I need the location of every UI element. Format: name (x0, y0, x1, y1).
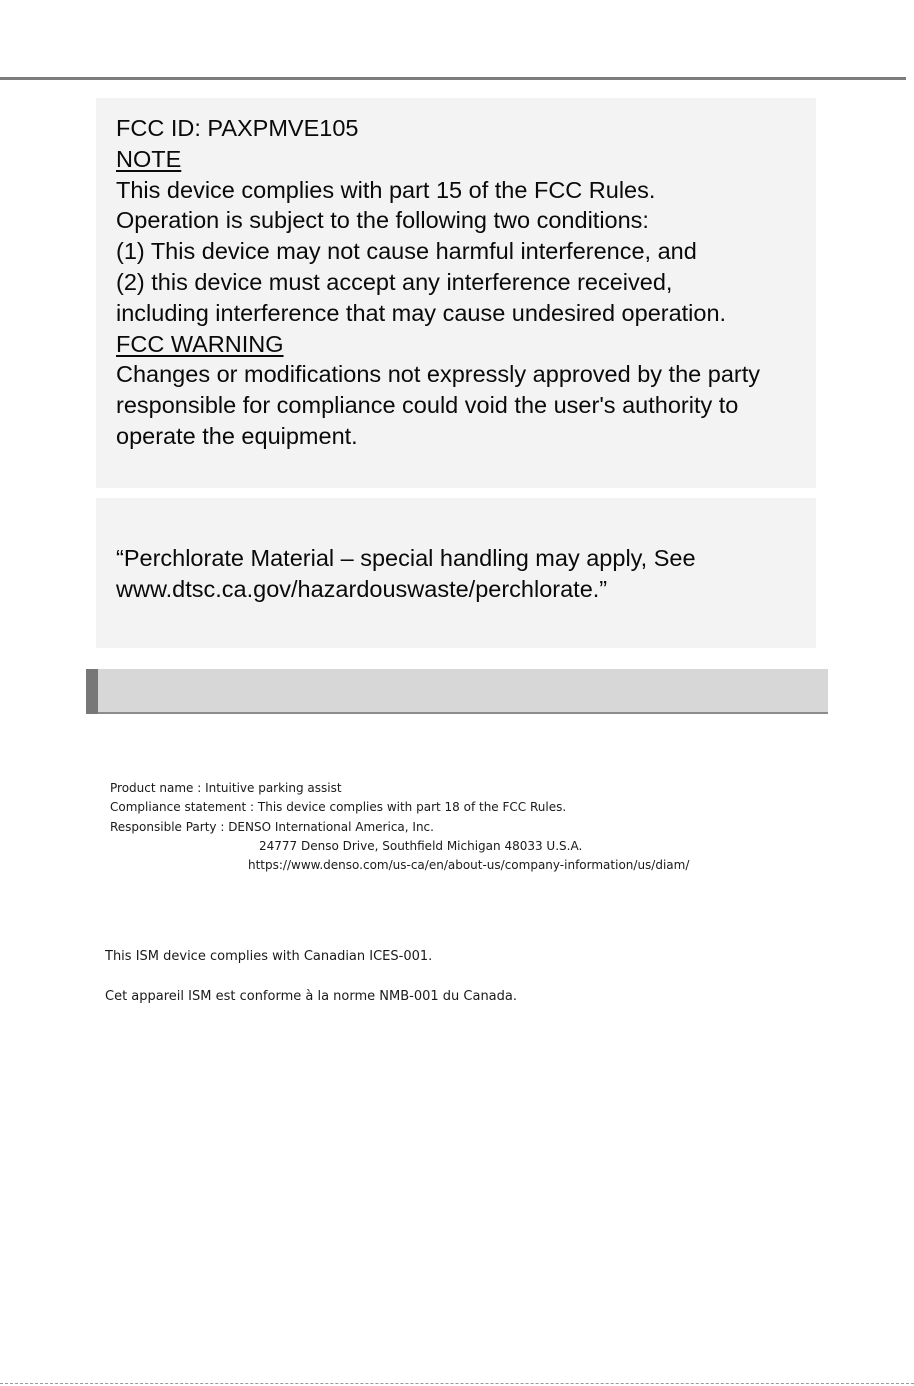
section-header-bar (86, 669, 828, 714)
warning-line: Changes or modifications not expressly approved by the party (116, 361, 760, 388)
product-name: Product name : Intuitive parking assist (110, 781, 342, 795)
top-divider (0, 77, 906, 80)
warning-line: operate the equipment. (116, 422, 358, 449)
responsible-party-url: https://www.denso.com/us-ca/en/about-us/company-information/us/diam/ (248, 858, 690, 872)
note-line: (2) this device must accept any interference received, (116, 268, 673, 295)
note-line: (1) This device may not cause harmful interference, and (116, 238, 697, 265)
perchlorate-line: www.dtsc.ca.gov/hazardouswaste/perchlorate.” (116, 576, 608, 602)
responsible-party-address: 24777 Denso Drive, Southfield Michigan 48033 U.S.A. (259, 839, 583, 853)
fcc-id: FCC ID: PAXPMVE105 (116, 115, 359, 141)
responsible-party: Responsible Party : DENSO International America, Inc. (110, 819, 434, 834)
warning-heading: FCC WARNING (116, 330, 284, 357)
nmb-statement: Cet appareil ISM est conforme à la norme NMB-001 du Canada. (105, 989, 518, 1004)
warning-line: responsible for compliance could void the user's authority to (116, 392, 739, 419)
bottom-divider (0, 1383, 914, 1384)
fcc-label-text (116, 113, 816, 452)
compliance-statement: Compliance statement : This device complies with part 18 of the FCC Rules. (110, 800, 567, 815)
ices-statement: This ISM device complies with Canadian ICES-001. (105, 949, 433, 964)
note-line: Operation is subject to the following two conditions: (116, 207, 649, 234)
perchlorate-notice (116, 543, 816, 605)
note-line: This device complies with part 15 of the FCC Rules. (116, 176, 656, 203)
note-line: including interference that may cause undesired operation. (116, 299, 727, 326)
note-heading: NOTE (116, 145, 182, 172)
section-header-accent (86, 669, 98, 714)
perchlorate-line: “Perchlorate Material – special handling may apply, See (116, 545, 696, 571)
compliance-block (110, 779, 566, 837)
